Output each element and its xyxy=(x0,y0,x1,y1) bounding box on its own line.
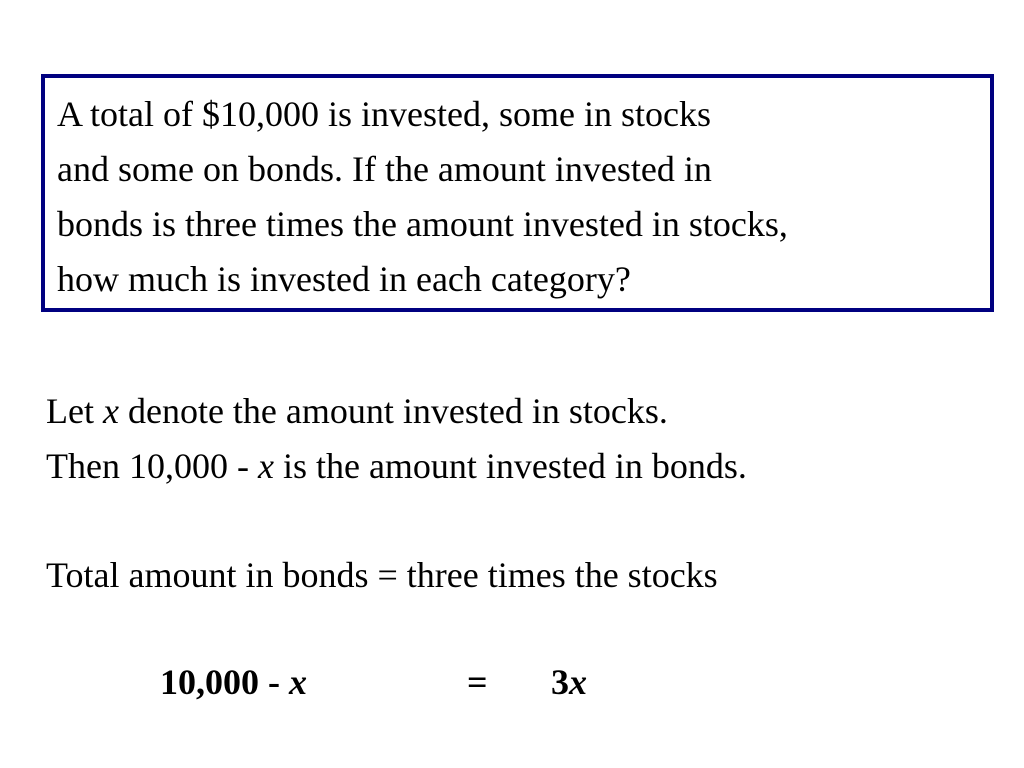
variable-x: x xyxy=(569,662,587,702)
variable-x: x xyxy=(257,446,274,486)
variable-x: x xyxy=(289,662,307,702)
bonds-prefix: Then 10,000 - xyxy=(46,446,258,486)
let-x-suffix: denote the amount invested in stocks. xyxy=(118,391,668,431)
problem-line-3: bonds is three times the amount invested in stocks, xyxy=(57,204,788,244)
equation-left-constant: 10,000 - xyxy=(160,662,289,702)
problem-line-2: and some on bonds. If the amount invested in xyxy=(57,149,712,189)
equation-right-coefficient: 3 xyxy=(551,662,569,702)
variable-x: x xyxy=(102,391,119,431)
bonds-suffix: is the amount invested in bonds. xyxy=(273,446,747,486)
problem-line-1: A total of $10,000 is invested, some in stocks xyxy=(57,94,711,134)
let-x-definition xyxy=(46,389,668,433)
equals-sign: = xyxy=(467,662,488,702)
problem-box xyxy=(41,74,994,312)
problem-line-4: how much is invested in each category? xyxy=(57,259,631,299)
equation-left-side xyxy=(160,660,307,704)
bonds-definition xyxy=(46,444,747,488)
equation-right-side xyxy=(551,660,587,704)
let-x-prefix: Let xyxy=(46,391,103,431)
word-equation: Total amount in bonds = three times the stocks xyxy=(46,555,718,595)
problem-statement xyxy=(57,87,788,307)
